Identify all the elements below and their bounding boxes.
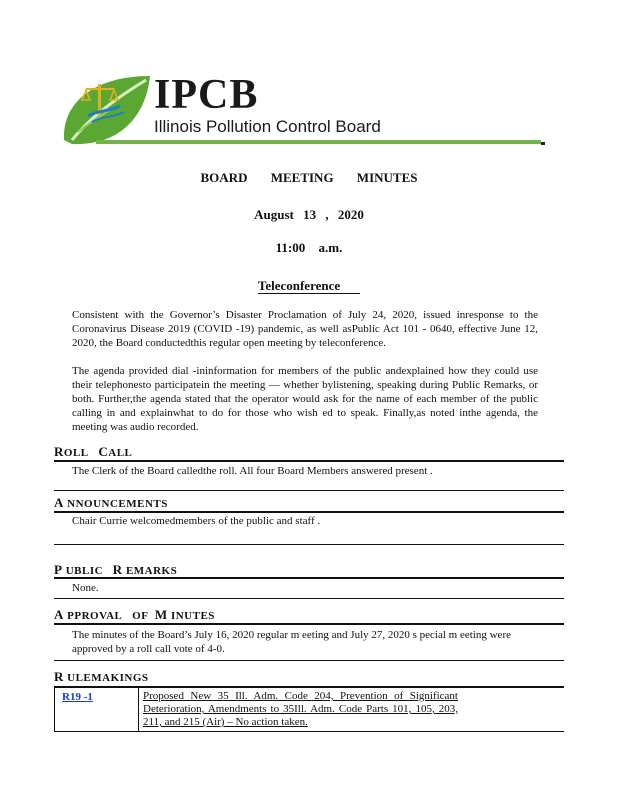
section-rule (54, 460, 564, 462)
section-rule (54, 686, 564, 688)
section-heading-public-remarks: P UBLIC R EMARKS (54, 562, 178, 577)
rulemaking-description: Proposed New 35 Ill. Adm. Code 204, Prevention of Significant Deterioration, Amendments to 35Ill. Adm. Code Parts 101, 105, 203, 211, and 215 (Air) – No action taken. (143, 690, 458, 728)
section-rule (54, 577, 564, 579)
brand-subtitle: Illinois Pollution Control Board (154, 117, 381, 136)
intro-paragraph-2: The agenda provided dial -ininformation for members of the public andexplained how they could use their telephonesto participatein the meeting — whether bylistening, speaking during Public Remarks, or both. Further,the agenda stated that the operator would ask for the name of each member of the public calling in and explainwhat to do for those who wish ed to speak. Finally,as noted inthe agenda, the meeting was audio recorded. (72, 365, 538, 433)
meeting-time: 11:00 a.m. (275, 240, 343, 255)
table-border (54, 688, 55, 732)
public-remarks-text: None. (72, 582, 99, 594)
rulemaking-docket-link[interactable]: R19 -1 (62, 691, 93, 703)
section-rule (54, 660, 564, 661)
announcements-text: Chair Currie welcomedmembers of the public and staff . (72, 515, 321, 527)
table-border (54, 731, 564, 732)
section-rule (54, 623, 564, 625)
header-dot (541, 142, 545, 145)
intro-paragraph-1: Consistent with the Governor’s Disaster Proclamation of July 24, 2020, issued inresponse to the Coronavirus Disease 2019 (COVID -19) pandemic, as well asPublic Act 101 - 0640, effective June 12, 2020, the Board conductedthis regular open meeting by teleconference. (72, 309, 538, 349)
roll-call-text: The Clerk of the Board calledthe roll. All four Board Members answered present . (72, 465, 433, 477)
approval-text: The minutes of the Board’s July 16, 2020 regular m eeting and July 27, 2020 s pecial m eeting were approved by a roll call vote of 4-0. (72, 629, 511, 655)
section-rule (54, 544, 564, 545)
meeting-date: August 13 , 2020 (254, 207, 364, 222)
leaf-scales-icon (58, 70, 154, 150)
page-title: BOARD MEETING MINUTES (200, 170, 418, 185)
meeting-location: Teleconference (0, 278, 618, 294)
table-border (138, 688, 139, 732)
section-heading-rulemakings: R ULEMAKINGS (54, 669, 149, 684)
section-rule (54, 490, 564, 491)
brand-title: IPCB (154, 72, 259, 118)
section-rule (54, 511, 564, 513)
header-rule (96, 140, 541, 144)
section-rule (54, 598, 564, 599)
section-heading-announcements: A NNOUNCEMENTS (54, 495, 168, 510)
section-heading-roll-call: ROLL CALL (54, 444, 133, 459)
section-heading-approval-of-minutes: A PPROVAL OF M INUTES (54, 607, 215, 622)
